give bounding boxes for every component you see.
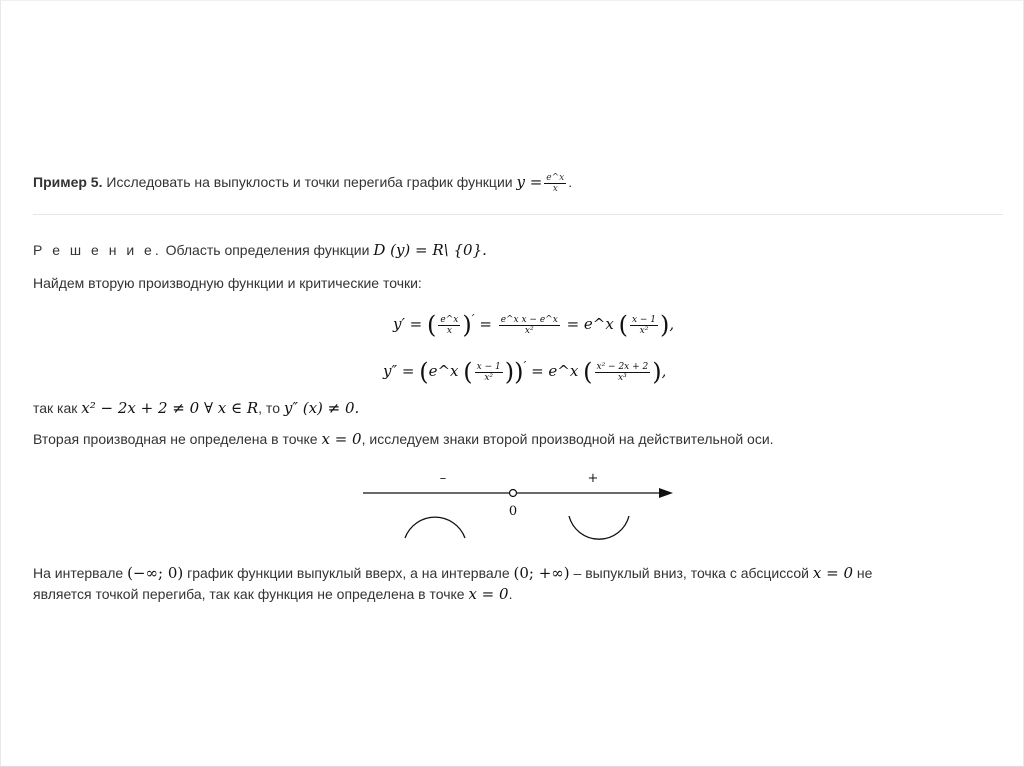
second-derivative-undefined-line: [33, 429, 774, 449]
eq1-frac1-den: x: [446, 325, 452, 336]
eq1-fraction-3: [630, 315, 658, 336]
solution-domain-line: [33, 240, 487, 260]
eq2-close-paren: ): [514, 358, 524, 386]
eq2-fraction-2: [595, 362, 651, 383]
conclusion-line-1: [33, 563, 872, 583]
example-func-lhs: y =: [516, 173, 543, 191]
zero-tick-label: 0: [508, 504, 518, 519]
eq1-end: ,: [669, 315, 675, 333]
sign-diagram: [363, 462, 683, 552]
eq2-inner: e^x: [428, 362, 459, 380]
second-derivative-equation: [383, 348, 666, 390]
section-divider: [33, 214, 1003, 215]
second-text-2: , исследуем знаки второй производной на действительной оси.: [361, 431, 774, 447]
eq2-prime: ′: [523, 358, 527, 373]
since-math: x² − 2x + 2 ≠ 0 ∀ x ∈ R: [81, 399, 259, 417]
conclusion-m3: x = 0: [812, 564, 853, 582]
eq2-frac2-num: x² − 2x + 2: [596, 361, 649, 372]
eq2-frac2-den: x³: [618, 372, 627, 383]
eq1-fraction-2: [499, 315, 560, 336]
since-line: [33, 398, 359, 418]
eq1-open-paren: (: [427, 311, 437, 339]
conclusion-m2: (0; +∞): [513, 564, 570, 582]
eq2-fraction-1: [475, 362, 503, 383]
conclusion-line-2: [33, 584, 512, 604]
slide-content: [33, 0, 1003, 767]
eq1-frac2-num: e^x x − e^x: [500, 314, 558, 325]
eq1-close-paren: ): [462, 311, 472, 339]
eq2-close-paren-2: ): [652, 358, 662, 386]
conclusion-t1: На интервале: [33, 565, 124, 581]
eq1-frac3-den: x²: [639, 325, 649, 336]
example-task: Исследовать на выпуклость и точки перегиба график функции: [106, 174, 513, 190]
eq1-eq: =: [479, 315, 492, 333]
find-derivative-line: [33, 273, 422, 293]
example-func-num: e^x: [546, 172, 565, 183]
domain-text: Область определения функции: [165, 242, 370, 258]
eq1-open-paren-2: (: [618, 311, 628, 339]
since-text: так как: [33, 400, 78, 416]
since-math-2: y″ (x) ≠ 0.: [283, 399, 360, 417]
eq1-prime: ′: [471, 311, 475, 326]
second-text: Вторая производная не определена в точке: [33, 431, 318, 447]
conclusion-t6: .: [508, 586, 513, 602]
eq2-frac1-num: x − 1: [476, 361, 501, 372]
eq2-mid: = e^x: [531, 362, 579, 380]
conclusion-m1: (−∞; 0): [127, 564, 184, 582]
eq1-fraction-1: [438, 315, 460, 336]
axis-arrow-icon: [659, 488, 673, 498]
domain-math: D (y) = R\ {0}.: [373, 241, 487, 259]
solution-label: Р е ш е н и е.: [33, 242, 162, 258]
plus-sign-label: +: [587, 471, 599, 486]
conclusion-t2: график функции выпуклый вверх, а на интервале: [187, 565, 510, 581]
eq1-frac1-num: e^x: [440, 314, 459, 325]
eq2-end: ,: [661, 362, 667, 380]
conclusion-t3: – выпуклый вниз, точка с абсциссой: [573, 565, 809, 581]
eq2-close-paren-inner: ): [504, 358, 515, 386]
example-func-den: x: [552, 183, 558, 194]
example-statement: [33, 172, 572, 194]
example-label: Пример 5.: [33, 174, 103, 190]
eq2-open-paren: (: [419, 358, 429, 386]
convex-down-arc-icon: [569, 516, 629, 539]
eq1-mid: = e^x: [566, 315, 614, 333]
zero-point-hole: [510, 490, 517, 497]
example-end: .: [568, 174, 573, 190]
minus-sign-label: –: [439, 471, 447, 486]
conclusion-t5: является точкой перегиба, так как функция не определена в точке: [33, 586, 465, 602]
first-derivative-equation: [393, 301, 674, 343]
eq1-lhs: y′ =: [393, 315, 423, 333]
since-text-2: , то: [258, 400, 280, 416]
sign-diagram-svg: [363, 462, 683, 552]
conclusion-m4: x = 0: [468, 585, 509, 603]
eq2-frac1-den: x²: [484, 372, 494, 383]
conclusion-t4: не: [856, 565, 873, 581]
eq1-frac2-den: x²: [524, 325, 534, 336]
eq1-close-paren-2: ): [660, 311, 670, 339]
convex-up-arc-icon: [405, 517, 465, 538]
eq1-frac3-num: x − 1: [631, 314, 657, 325]
eq2-open-paren-inner: (: [463, 358, 473, 386]
eq2-lhs: y″ =: [383, 362, 415, 380]
find-text: Найдем вторую производную функции и критические точки:: [33, 275, 422, 291]
eq2-open-paren-2: (: [583, 358, 593, 386]
example-func-fraction: [544, 173, 566, 194]
second-math: x = 0: [321, 430, 362, 448]
